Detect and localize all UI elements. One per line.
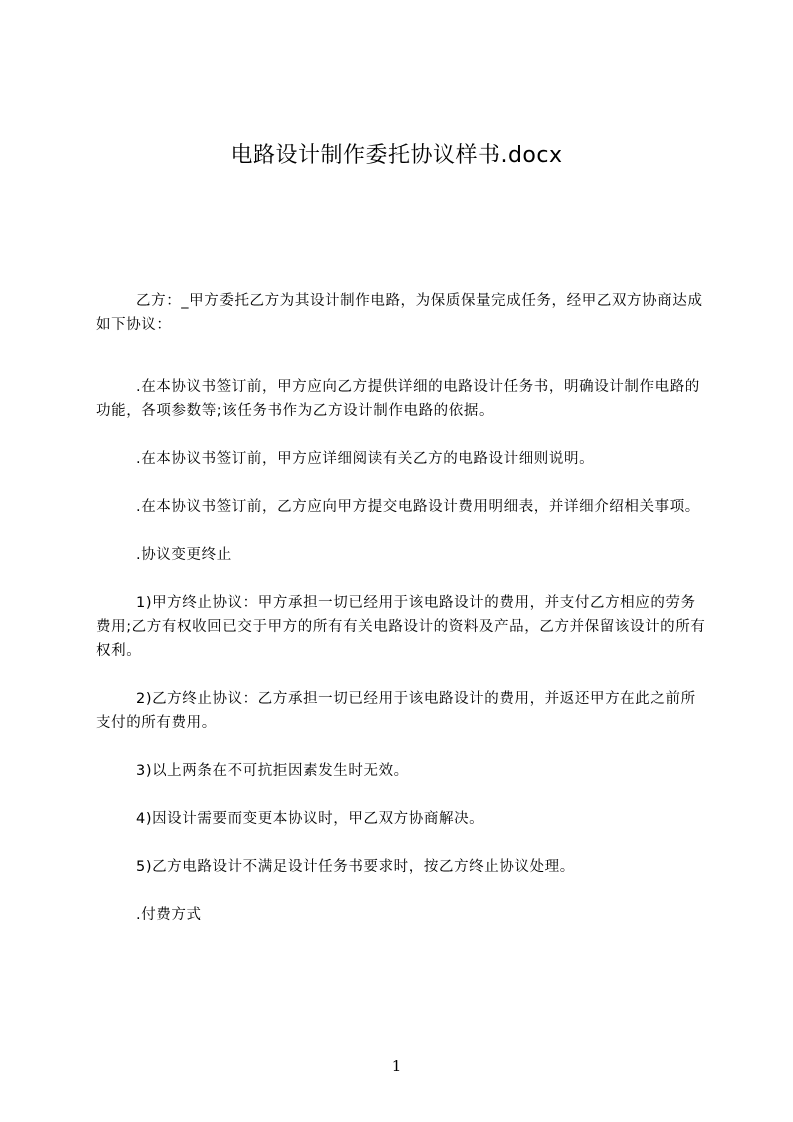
paragraph-clause-task-book: .在本协议书签订前，甲方应向乙方提供详细的电路设计任务书，明确设计制作电路的功能，各项参数等;该任务书作为乙方设计制作电路的依据。 bbox=[96, 379, 700, 419]
paragraph-clause-fee-list: .在本协议书签订前，乙方应向甲方提交电路设计费用明细表，并详细介绍相关事项。 bbox=[136, 499, 700, 515]
paragraph-force-majeure: 3)以上两条在不可抗拒因素发生时无效。 bbox=[136, 763, 409, 779]
paragraph-requirement-failure: 5)乙方电路设计不满足设计任务书要求时，按乙方终止协议处理。 bbox=[136, 859, 575, 875]
paragraph-party-b-termination: 2)乙方终止协议：乙方承担一切已经用于该电路设计的费用，并返还甲方在此之前所支付的所有费用。 bbox=[96, 691, 696, 731]
section-heading-termination: .协议变更终止 bbox=[136, 547, 232, 563]
page-number: 1 bbox=[391, 1057, 402, 1075]
paragraph-design-change: 4)因设计需要而变更本协议时，甲乙双方协商解决。 bbox=[136, 811, 485, 827]
paragraph-clause-design-rules: .在本协议书签订前，甲方应详细阅读有关乙方的电路设计细则说明。 bbox=[136, 451, 595, 467]
paragraph-intro: 乙方：_甲方委托乙方为其设计制作电路，为保质保量完成任务，经甲乙双方协商达成如下协议： bbox=[96, 293, 703, 333]
document-title: 电路设计制作委托协议样书.docx bbox=[230, 143, 563, 168]
paragraph-party-a-termination: 1)甲方终止协议：甲方承担一切已经用于该电路设计的费用，并支付乙方相应的劳务费用;乙方有权收回已交于甲方的所有有关电路设计的资料及产品，乙方并保留该设计的所有权利。 bbox=[96, 595, 706, 659]
section-heading-payment: .付费方式 bbox=[136, 907, 202, 923]
document-body bbox=[96, 289, 706, 927]
